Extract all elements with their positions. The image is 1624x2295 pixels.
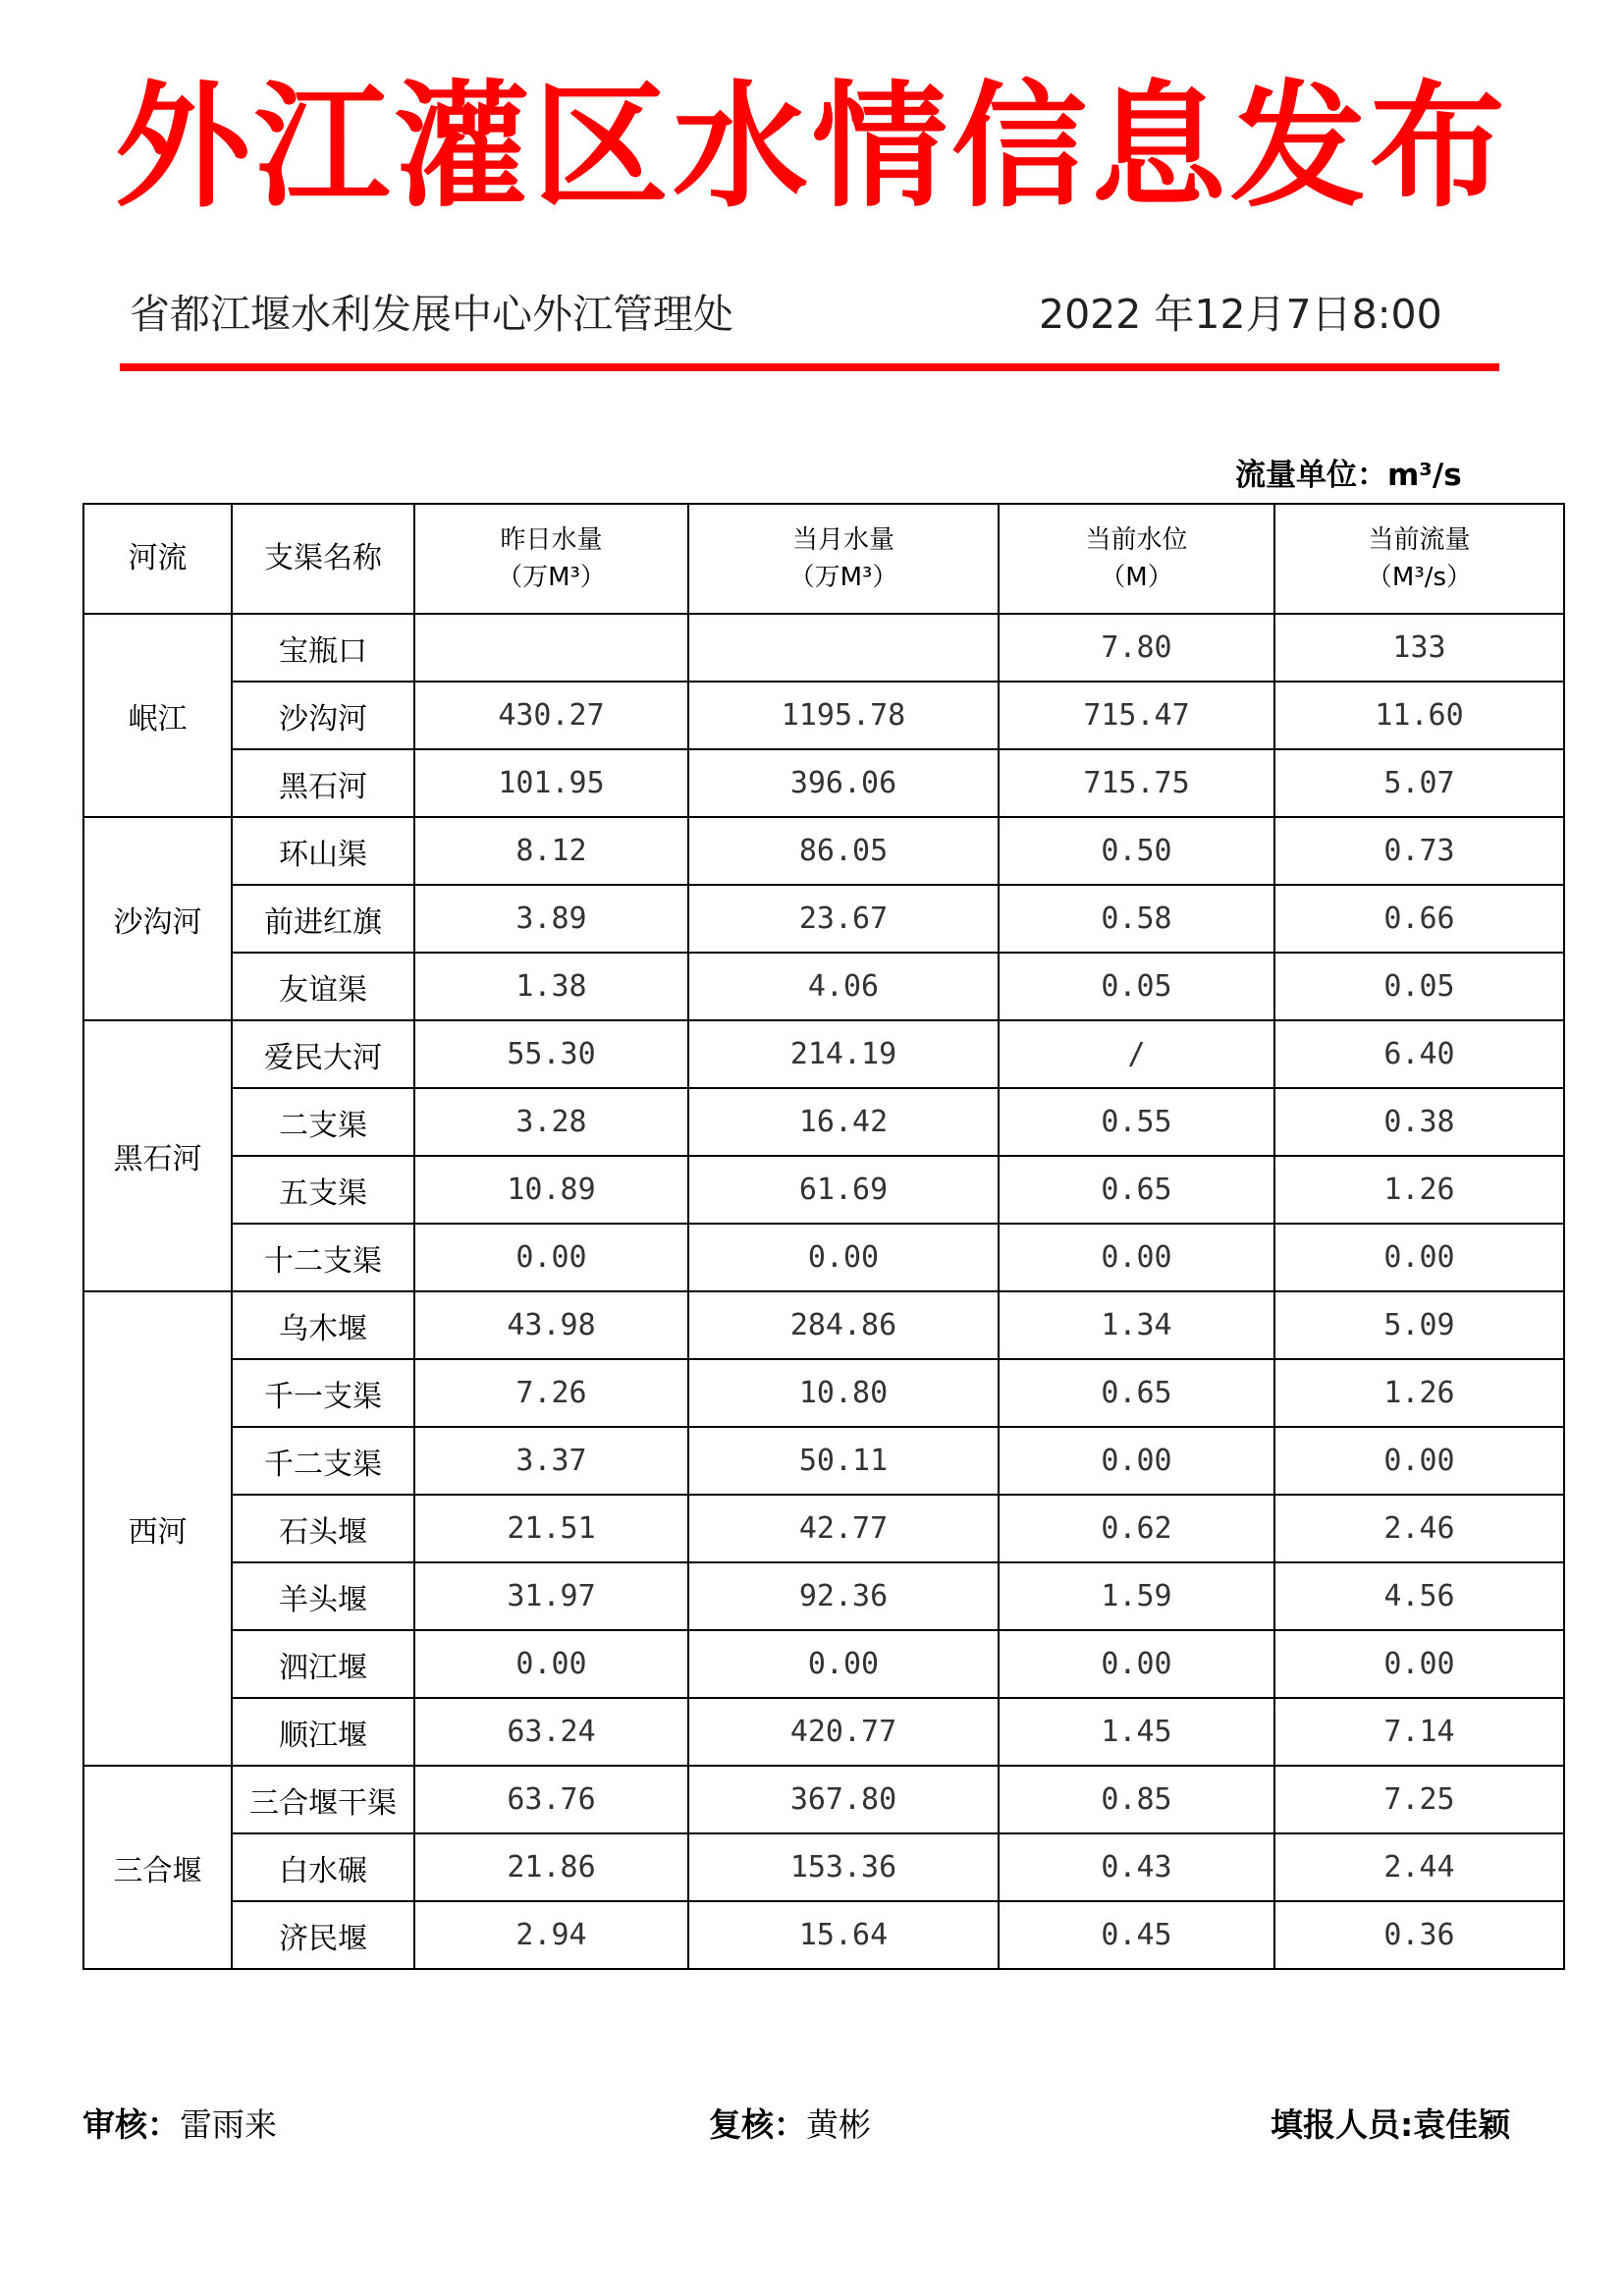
table-row xyxy=(83,682,1564,749)
river-cell: 岷江 xyxy=(83,614,232,817)
river-cell: 西河 xyxy=(83,1291,232,1766)
yesterday-cell: 0.00 xyxy=(414,1224,688,1291)
month-cell: 86.05 xyxy=(688,817,999,885)
table-row xyxy=(83,953,1564,1020)
yesterday-cell: 2.94 xyxy=(414,1901,688,1969)
level-cell: 0.00 xyxy=(999,1427,1274,1495)
branch-cell: 千二支渠 xyxy=(232,1427,414,1495)
branch-cell: 环山渠 xyxy=(232,817,414,885)
branch-cell: 泗江堰 xyxy=(232,1630,414,1698)
water-data-table xyxy=(82,503,1565,1970)
level-cell: 0.45 xyxy=(999,1901,1274,1969)
level-cell: 0.62 xyxy=(999,1495,1274,1562)
filler-label: 填报人员: xyxy=(1271,2105,1414,2144)
month-cell: 23.67 xyxy=(688,885,999,953)
yesterday-cell: 63.76 xyxy=(414,1766,688,1833)
header-month-label: 当月水量 xyxy=(791,525,894,555)
header-flow-label: 当前流量 xyxy=(1368,525,1471,555)
month-cell xyxy=(688,614,999,682)
month-cell: 0.00 xyxy=(688,1224,999,1291)
flow-cell: 1.26 xyxy=(1274,1156,1564,1224)
table-row xyxy=(83,1630,1564,1698)
branch-cell: 友谊渠 xyxy=(232,953,414,1020)
table-row xyxy=(83,1291,1564,1359)
filler-name: 袁佳颖 xyxy=(1413,2105,1511,2144)
table-row xyxy=(83,1020,1564,1088)
flow-cell: 4.56 xyxy=(1274,1562,1564,1630)
header-flow-unit: （M³/s） xyxy=(1366,563,1473,592)
month-cell: 61.69 xyxy=(688,1156,999,1224)
table-row xyxy=(83,1427,1564,1495)
month-cell: 50.11 xyxy=(688,1427,999,1495)
table-header-row xyxy=(83,504,1564,614)
yesterday-cell: 430.27 xyxy=(414,682,688,749)
level-cell: 0.85 xyxy=(999,1766,1274,1833)
table-row xyxy=(83,885,1564,953)
header-month xyxy=(688,504,999,614)
level-cell: 0.65 xyxy=(999,1359,1274,1427)
month-cell: 42.77 xyxy=(688,1495,999,1562)
level-cell: 715.75 xyxy=(999,749,1274,817)
month-cell: 15.64 xyxy=(688,1901,999,1969)
month-cell: 214.19 xyxy=(688,1020,999,1088)
level-cell: 7.80 xyxy=(999,614,1274,682)
yesterday-cell: 31.97 xyxy=(414,1562,688,1630)
table-row xyxy=(83,614,1564,682)
flow-cell: 0.73 xyxy=(1274,817,1564,885)
header-yesterday-unit: （万M³） xyxy=(497,563,606,592)
flow-cell: 11.60 xyxy=(1274,682,1564,749)
yesterday-cell: 0.00 xyxy=(414,1630,688,1698)
level-cell: 1.45 xyxy=(999,1698,1274,1766)
yesterday-cell: 55.30 xyxy=(414,1020,688,1088)
month-cell: 367.80 xyxy=(688,1766,999,1833)
flow-unit-note: 流量单位：m³/s xyxy=(1235,458,1462,493)
level-cell: 0.00 xyxy=(999,1630,1274,1698)
header-branch: 支渠名称 xyxy=(232,504,414,614)
level-cell: 0.65 xyxy=(999,1156,1274,1224)
level-cell: 0.50 xyxy=(999,817,1274,885)
level-cell: 1.59 xyxy=(999,1562,1274,1630)
branch-cell: 济民堰 xyxy=(232,1901,414,1969)
rechecker-label: 复核： xyxy=(709,2105,806,2144)
header-month-unit: （万M³） xyxy=(788,563,898,592)
flow-cell: 0.38 xyxy=(1274,1088,1564,1156)
level-cell: 715.47 xyxy=(999,682,1274,749)
yesterday-cell: 101.95 xyxy=(414,749,688,817)
yesterday-cell: 63.24 xyxy=(414,1698,688,1766)
yesterday-cell: 10.89 xyxy=(414,1156,688,1224)
flow-cell: 5.07 xyxy=(1274,749,1564,817)
page-title: 外江灌区水情信息发布 xyxy=(114,68,1509,226)
yesterday-cell xyxy=(414,614,688,682)
flow-cell: 0.66 xyxy=(1274,885,1564,953)
branch-cell: 宝瓶口 xyxy=(232,614,414,682)
table-row xyxy=(83,749,1564,817)
report-date: 2022 年12月7日8:00 xyxy=(1039,291,1442,338)
level-cell: 0.58 xyxy=(999,885,1274,953)
table-row xyxy=(83,1359,1564,1427)
yesterday-cell: 8.12 xyxy=(414,817,688,885)
flow-cell: 2.46 xyxy=(1274,1495,1564,1562)
month-cell: 420.77 xyxy=(688,1698,999,1766)
branch-cell: 十二支渠 xyxy=(232,1224,414,1291)
filler xyxy=(1271,2102,1510,2149)
month-cell: 10.80 xyxy=(688,1359,999,1427)
branch-cell: 顺江堰 xyxy=(232,1698,414,1766)
organization-name: 省都江堰水利发展中心外江管理处 xyxy=(130,291,733,338)
branch-cell: 白水碾 xyxy=(232,1833,414,1901)
yesterday-cell: 3.89 xyxy=(414,885,688,953)
branch-cell: 二支渠 xyxy=(232,1088,414,1156)
branch-cell: 羊头堰 xyxy=(232,1562,414,1630)
table-row xyxy=(83,1766,1564,1833)
flow-cell: 6.40 xyxy=(1274,1020,1564,1088)
flow-cell: 0.36 xyxy=(1274,1901,1564,1969)
month-cell: 284.86 xyxy=(688,1291,999,1359)
branch-cell: 三合堰干渠 xyxy=(232,1766,414,1833)
month-cell: 16.42 xyxy=(688,1088,999,1156)
river-cell: 黑石河 xyxy=(83,1020,232,1291)
yesterday-cell: 3.37 xyxy=(414,1427,688,1495)
month-cell: 396.06 xyxy=(688,749,999,817)
table-row xyxy=(83,1088,1564,1156)
branch-cell: 五支渠 xyxy=(232,1156,414,1224)
branch-cell: 沙沟河 xyxy=(232,682,414,749)
flow-cell: 0.00 xyxy=(1274,1630,1564,1698)
branch-cell: 前进红旗 xyxy=(232,885,414,953)
table-row xyxy=(83,1901,1564,1969)
table-row xyxy=(83,1562,1564,1630)
river-cell: 沙沟河 xyxy=(83,817,232,1020)
branch-cell: 石头堰 xyxy=(232,1495,414,1562)
level-cell: 0.00 xyxy=(999,1224,1274,1291)
table-row xyxy=(83,1833,1564,1901)
yesterday-cell: 3.28 xyxy=(414,1088,688,1156)
flow-cell: 0.00 xyxy=(1274,1427,1564,1495)
header-river: 河流 xyxy=(83,504,232,614)
table-row xyxy=(83,1495,1564,1562)
reviewer-name: 雷雨来 xyxy=(180,2105,277,2144)
flow-cell: 7.14 xyxy=(1274,1698,1564,1766)
branch-cell: 千一支渠 xyxy=(232,1359,414,1427)
level-cell: 1.34 xyxy=(999,1291,1274,1359)
flow-cell: 1.26 xyxy=(1274,1359,1564,1427)
month-cell: 153.36 xyxy=(688,1833,999,1901)
header-yesterday-label: 昨日水量 xyxy=(500,525,603,555)
branch-cell: 爱民大河 xyxy=(232,1020,414,1088)
branch-cell: 黑石河 xyxy=(232,749,414,817)
table-row xyxy=(83,817,1564,885)
reviewer-label: 审核： xyxy=(82,2105,180,2144)
yesterday-cell: 21.51 xyxy=(414,1495,688,1562)
month-cell: 92.36 xyxy=(688,1562,999,1630)
table-row xyxy=(83,1224,1564,1291)
table-body xyxy=(83,614,1564,1969)
flow-cell: 7.25 xyxy=(1274,1766,1564,1833)
level-cell: 0.43 xyxy=(999,1833,1274,1901)
level-cell: 0.05 xyxy=(999,953,1274,1020)
header-level xyxy=(999,504,1274,614)
table-row xyxy=(83,1156,1564,1224)
table-row xyxy=(83,1698,1564,1766)
header-level-label: 当前水位 xyxy=(1085,525,1188,555)
flow-cell: 0.05 xyxy=(1274,953,1564,1020)
title-divider xyxy=(120,363,1499,371)
flow-cell: 0.00 xyxy=(1274,1224,1564,1291)
rechecker-name: 黄彬 xyxy=(806,2105,871,2144)
yesterday-cell: 21.86 xyxy=(414,1833,688,1901)
river-cell: 三合堰 xyxy=(83,1766,232,1969)
reviewer xyxy=(82,2102,277,2149)
branch-cell: 乌木堰 xyxy=(232,1291,414,1359)
month-cell: 0.00 xyxy=(688,1630,999,1698)
level-cell: / xyxy=(999,1020,1274,1088)
header-level-unit: （M） xyxy=(1100,563,1173,592)
flow-cell: 2.44 xyxy=(1274,1833,1564,1901)
yesterday-cell: 7.26 xyxy=(414,1359,688,1427)
flow-cell: 5.09 xyxy=(1274,1291,1564,1359)
header-yesterday xyxy=(414,504,688,614)
rechecker xyxy=(709,2102,871,2149)
month-cell: 4.06 xyxy=(688,953,999,1020)
header-flow xyxy=(1274,504,1564,614)
month-cell: 1195.78 xyxy=(688,682,999,749)
flow-cell: 133 xyxy=(1274,614,1564,682)
yesterday-cell: 1.38 xyxy=(414,953,688,1020)
yesterday-cell: 43.98 xyxy=(414,1291,688,1359)
level-cell: 0.55 xyxy=(999,1088,1274,1156)
